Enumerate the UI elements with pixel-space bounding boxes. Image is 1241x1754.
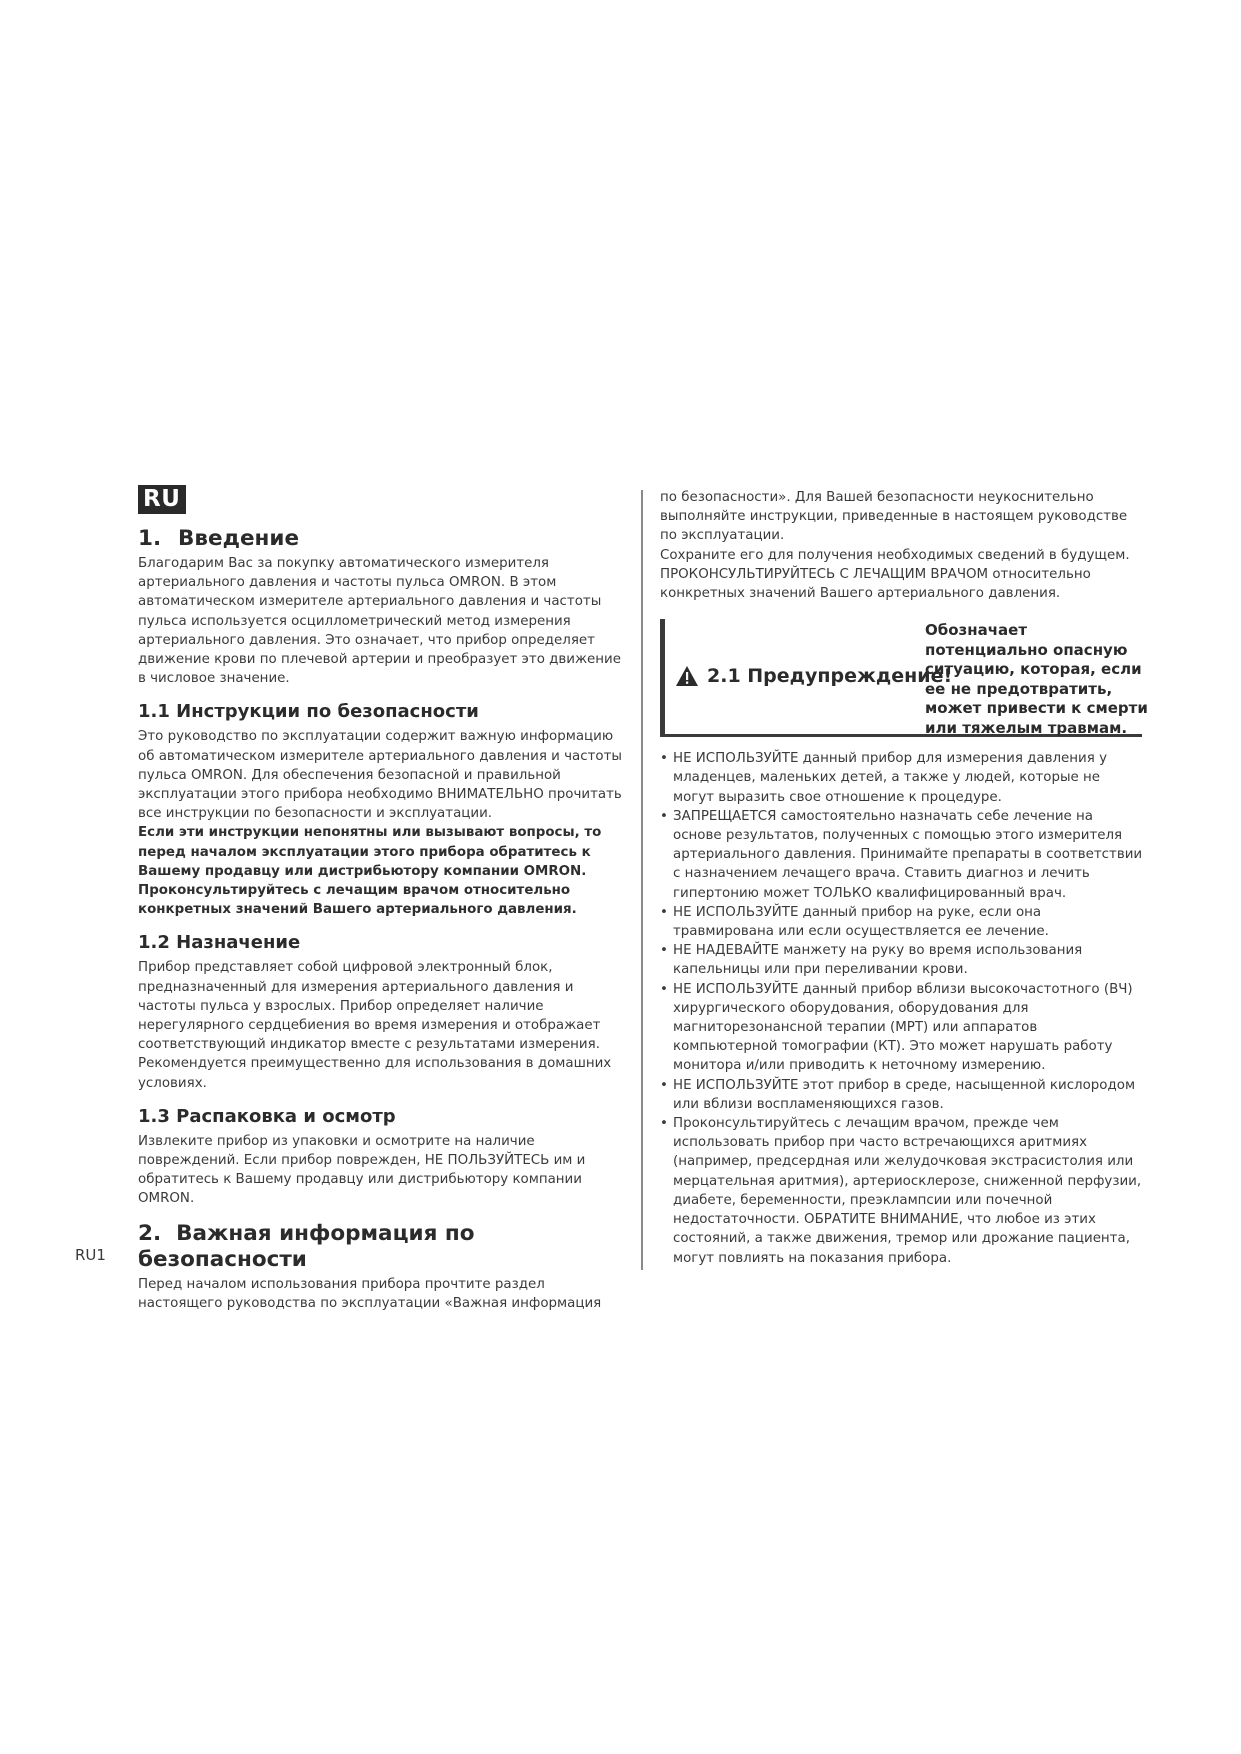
left-column — [138, 485, 628, 1313]
section-2-title: Важная информация по безопасности — [138, 1220, 475, 1272]
section-1-1-text: Это руководство по эксплуатации содержит важную информацию об автоматическом измерителе артериального давления и частоты пульса OMRON. Для обеспечения безопасной и правильной эксплуатации этого прибора необходимо ВНИМАТЕЛЬНО прочитать все инструкции по безопасности и эксплуатации. — [138, 729, 622, 822]
list-item: • НЕ НАДЕВАЙТЕ манжету на руку во время использования капельницы или при переливании крови. — [660, 943, 1083, 978]
list-item: • НЕ ИСПОЛЬЗУЙТЕ данный прибор для измерения давления у младенцев, маленьких детей, а также у людей, которые не могут выразить свое отношение к процедуре. — [660, 751, 1107, 805]
warning-triangle-icon — [675, 665, 699, 687]
section-2-continuation: по безопасности». Для Вашей безопасности неукоснительно выполняйте инструкции, приведенные в настоящем руководстве по эксплуатации. — [660, 490, 1128, 544]
section-1-heading — [138, 526, 628, 552]
section-1-number: 1. — [138, 526, 162, 551]
section-2-text: Перед началом использования прибора прочтите раздел настоящего руководства по эксплуатации «Важная информация — [138, 1276, 602, 1311]
list-item-text: НЕ ИСПОЛЬЗУЙТЕ данный прибор вблизи высокочастотного (ВЧ) хирургического оборудования, оборудования для магниторезонансной терапии (МРТ) или аппаратов компьютерной томографии (КТ). Это может нарушать работу монитора и/или приводить к неточному измерению. — [673, 981, 1133, 1074]
warning-description: Обозначает потенциально опасную ситуацию, которая, если ее не предотвратить, может привести к смерти или тяжелым травмам. — [925, 621, 1148, 737]
warning-title: 2.1 Предупреждение! — [707, 665, 953, 688]
section-2-heading — [138, 1221, 628, 1273]
warning-list — [660, 749, 1145, 1267]
section-1-1-title: 1.1 Инструкции по безопасности — [138, 701, 479, 723]
list-item-text: НЕ ИСПОЛЬЗУЙТЕ данный прибор на руке, если она травмирована или если осуществляется ее лечение. — [673, 904, 1049, 940]
section-1-1-bold-text: Если эти инструкции непонятны или вызывают вопросы, то перед началом эксплуатации этого прибора обратитесь к Вашему продавцу или дистрибьютору компании OMRON. Проконсультируйтесь с лечащим врачом относительно конкретных значений Вашего артериального давления. — [138, 825, 602, 918]
language-badge: RU — [138, 485, 186, 514]
section-1-2-title: 1.2 Назначение — [138, 932, 301, 954]
list-item-text: Проконсультируйтесь с лечащим врачом, прежде чем использовать прибор при часто встречающихся аритмиях (например, предсердная или желудочковая экстрасистолия или мерцательная аритмия), артериосклерозе, сниженной перфузии, диабете, беременности, преэклампсии или почечной недостаточности. ОБРАТИТЕ ВНИМАНИЕ, что любое из этих состояний, а также движения, тремор или дрожание пациента, могут повлиять на показания прибора. — [673, 1116, 1142, 1266]
column-divider — [641, 490, 643, 1270]
section-1-text: Благодарим Вас за покупку автоматического измерителя артериального давления и частоты пульса OMRON. В этом автоматическом измерителе артериального давления и частоты пульса используется осциллометрический метод измерения артериального давления. Это означает, что прибор определяет движение крови по плечевой артерии и преобразует это движение в числовое значение. — [138, 556, 621, 687]
page-number: RU1 — [75, 1246, 106, 1264]
list-item: • НЕ ИСПОЛЬЗУЙТЕ данный прибор вблизи высокочастотного (ВЧ) хирургического оборудования, оборудования для магниторезонансной терапии (МРТ) или аппаратов компьютерной томографии (КТ). Это может нарушать работу монитора и/или приводить к неточному измерению. — [660, 981, 1133, 1074]
section-1-3-title: 1.3 Распаковка и осмотр — [138, 1105, 396, 1127]
section-1-2-text: Прибор представляет собой цифровой электронный блок, предназначенный для измерения артериального давления и частоты пульса у взрослых. Прибор определяет наличие нерегулярного сердцебиения во время измерения и отображает соответствующий индикатор вместе с результатами измерения. Рекомендуется преимущественно для использования в домашних условиях. — [138, 960, 612, 1091]
list-item: • Проконсультируйтесь с лечащим врачом, прежде чем использовать прибор при часто встречающихся аритмиях (например, предсердная или желудочковая экстрасистолия или мерцательная аритмия), артериосклерозе, сниженной перфузии, диабете, беременности, преэклампсии или почечной недостаточности. ОБРАТИТЕ ВНИМАНИЕ, что любое из этих состояний, а также движения, тремор или дрожание пациента, могут повлиять на показания прибора. — [660, 1116, 1142, 1266]
section-2-number: 2. — [138, 1220, 162, 1246]
section-1-3-text: Извлеките прибор из упаковки и осмотрите на наличие повреждений. Если прибор поврежден, НЕ ПОЛЬЗУЙТЕСЬ им и обратитесь к Вашему продавцу или дистрибьютору компании OMRON. — [138, 1133, 586, 1207]
right-column — [660, 488, 1148, 1268]
list-item-text: ЗАПРЕЩАЕТСЯ самостоятельно назначать себе лечение на основе результатов, полученных с помощью этого измерителя артериального давления. Принимайте препараты в соответствии с назначением лечащего врача. Ставить диагноз и лечить гипертонию может ТОЛЬКО квалифицированный врач. — [673, 808, 1143, 901]
list-item: • НЕ ИСПОЛЬЗУЙТЕ этот прибор в среде, насыщенной кислородом или вблизи воспламеняющихся газов. — [660, 1077, 1136, 1112]
list-item: • НЕ ИСПОЛЬЗУЙТЕ данный прибор на руке, если она травмирована или если осуществляется ее лечение. — [660, 904, 1049, 940]
list-item-text: НЕ ИСПОЛЬЗУЙТЕ данный прибор для измерения давления у младенцев, маленьких детей, а также у людей, которые не могут выразить свое отношение к процедуре. — [673, 751, 1107, 805]
list-item-text: НЕ НАДЕВАЙТЕ манжету на руку во время использования капельницы или при переливании крови. — [673, 943, 1083, 978]
list-item-text: НЕ ИСПОЛЬЗУЙТЕ этот прибор в среде, насыщенной кислородом или вблизи воспламеняющихся газов. — [673, 1077, 1136, 1112]
warning-heading — [675, 665, 952, 687]
keep-manual-text: Сохраните его для получения необходимых сведений в будущем. ПРОКОНСУЛЬТИРУЙТЕСЬ С ЛЕЧАЩИМ ВРАЧОМ относительно конкретных значений Вашего артериального давления. — [660, 547, 1130, 602]
section-1-title: Введение — [178, 526, 300, 551]
warning-box — [660, 619, 1148, 737]
list-item: • ЗАПРЕЩАЕТСЯ самостоятельно назначать себе лечение на основе результатов, полученных с помощью этого измерителя артериального давления. Принимайте препараты в соответствии с назначением лечащего врача. Ставить диагноз и лечить гипертонию может ТОЛЬКО квалифицированный врач. — [660, 808, 1143, 901]
